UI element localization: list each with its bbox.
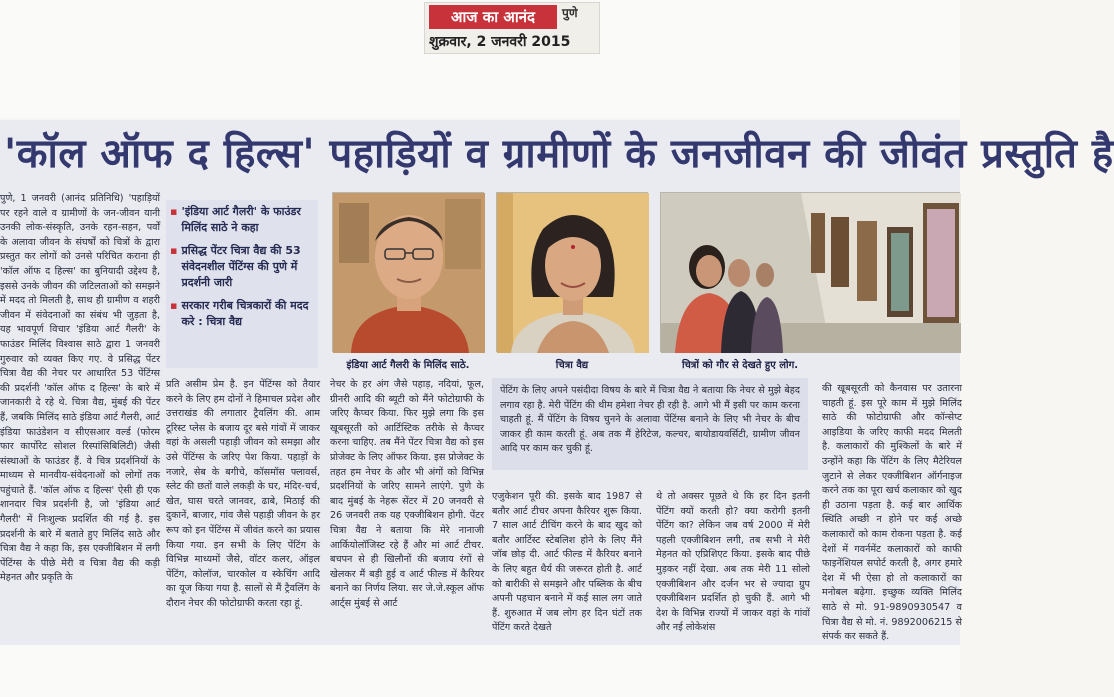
photo-caption: इंडिया आर्ट गैलरी के मिलिंद साठे. bbox=[346, 360, 470, 371]
article-column-4: एजुकेशन पूरी की. इसके बाद 1987 से बतौर आर्ट टीचर अपना कैरियर शुरू किया. 7 साल आर्ट टीचिंग करने के बाद खुद को बतौर आर्टिस्ट स्टेबलिश होने के लिए मैंने जॉब छोड़ दी. आर्ट फील्ड में कैरियर बनाने के लिए बहुत धैर्य की जरूरत होती है. आर्ट को बारीकी से समझने और पब्लिक के बीच अपनी पहचान बनाने में कई साल लग जाते हैं. शुरुआत में जब लोग हर दिन घंटों तक पेंटिंग करते देखते bbox=[492, 491, 642, 634]
highlights-box bbox=[166, 200, 318, 368]
article-clipping bbox=[0, 120, 1114, 645]
bullet-icon: ▪ bbox=[170, 205, 178, 218]
article-column-2: प्रति असीम प्रेम है. इन पेंटिंग्स को तैयार करने के लिए हम दोनों ने हिमाचल प्रदेश और उत्तराखंड की लगातार ट्रैवलिंग की. आम टूरिस्ट प्लेस के बजाय दूर बसे गांवों में जाकर वहां के असली पहाड़ी जीवन को समझा और उसे पेंटिंग्स के जरिए पेश किया. पहाड़ों के नजारे, सेब के बगीचे, कॉसमॉस फ्लावर्स, स्लेट की छतों वाले लकड़ी के घर, मंदिर-चर्च, खेत, घास चरते जानवर, ढाबे, मिठाई की दुकानें, बाजार, गांव जैसे पहाड़ी जीवन के हर रूप को इन पेंटिंग्स में जीवंत करने का प्रयास किया गया. इन सभी के लिए पेंटिंग के विभिन्न माध्यमों जैसे, वॉटर कलर, ऑइल पेंटिंग, कोलॉज, चारकोल व स्केचिंग आदि का यूज किया गया है. सालों से मैं ट्रैवलिंग के दौरान नेचर की फोटोग्राफी करता रहा हूं. bbox=[166, 379, 320, 609]
newspaper-masthead bbox=[424, 2, 600, 54]
bullet-icon: ▪ bbox=[170, 244, 178, 257]
article-column-3: नेचर के हर अंग जैसे पहाड़, नदियां, फूल, ग्रीनरी आदि की ब्यूटी को मैंने फोटोग्राफी के जरिए कैप्चर किया. फिर मुझे लगा कि इस खूबसूरती को आर्टिस्टिक तरीके से कैप्चर करना चाहिए. तब मैंने पेंटर चित्रा वैद्य को इस प्रोजेक्ट के लिए ऑफर किया. इस प्रोजेक्ट के तहत हम नेचर के और भी अंगों को विभिन्न प्रदर्शनियों के जरिए सामने लाएंगे. पुणे के बाद मुंबई के नेहरू सेंटर में 20 जनवरी से 26 जनवरी तक यह एक्जीबिशन होगी. पेंटर चित्रा वैद्य ने बताया कि मेरे नानाजी आर्कियोलॉजिस्ट रहे हैं और मां आर्ट टीचर. बचपन से ही खिलौनों की बजाय रंगों से खेलकर मैं बड़ी हुई व आर्ट फील्ड में कैरियर बनाने का निर्णय लिया. सर जे.जे.स्कूल ऑफ आर्ट्स मुंबई से आर्ट bbox=[330, 379, 484, 609]
photo-caption: चित्रा वैद्य bbox=[555, 360, 589, 371]
bullet-icon: ▪ bbox=[170, 299, 178, 312]
highlight-item bbox=[170, 243, 314, 291]
masthead-title: आज का आनंद bbox=[429, 5, 557, 29]
masthead-city: पुणे bbox=[562, 6, 578, 20]
highlight-item bbox=[170, 204, 314, 236]
masthead-date: शुक्रवार, 2 जनवरी 2015 bbox=[429, 34, 571, 50]
highlight-text: प्रसिद्ध पेंटर चित्रा वैद्य की 53 संवेदनशील पेंटिंग्स की पुणे में प्रदर्शनी जारी bbox=[181, 244, 301, 289]
photo-chitra-vaidya bbox=[496, 192, 648, 352]
article-column-6: की खूबसूरती को कैनवास पर उतारना चाहती हूं. इस पूरे काम में मुझे मिलिंद साठे की फोटोग्राफी और कॉन्सेप्ट आइडिया के जरिए काफी मदद मिलती है. कलाकारों की मुश्किलों के बारे में उन्होंने कहा कि पेंटिंग के लिए मैटेरियल जुटाने से लेकर एक्जीबिशन ऑर्गनाइज करने तक का पूरा खर्च कलाकार को खुद ही उठाना पड़ता है. कई बार आर्थिक स्थिति अच्छी न होने पर कई अच्छे कलाकारों को काम रोकना पड़ता है. कई देशों में गवर्नमेंट कलाकारों को काफी फाइनेंशियल सपोर्ट करती है, अगर हमारे देश में भी ऐसा हो तो कलाकारों का मनोबल बढ़ेगा. इच्छुक व्यक्ति मिलिंद साठे से मो. 91-9890930547 व चित्रा वैद्य से मो. नं. 9892006215 से संपर्क कर सकते हैं. bbox=[822, 383, 962, 643]
photo-caption: चित्रों को गौर से देखते हुए लोग. bbox=[681, 360, 799, 371]
photo-milind-sathe bbox=[332, 192, 484, 352]
highlight-item bbox=[170, 298, 314, 330]
boxed-quote: पेंटिंग के लिए अपने पसंदीदा विषय के बारे में चित्रा वैद्य ने बताया कि नेचर से मुझे बेहद लगाव रहा है. मेरी पेंटिंग की थीम हमेशा नेचर ही रही है. आगे भी मैं इसी पर काम करना चाहती हूं. मैं पेंटिंग के विषय चुनने के अलावा पेंटिंग्स बनाने के लिए भी नेचर के बीच जाकर ही काम करती हूं. अब तक मैं हेरिटेज, कल्चर, बायोडायवर्सिटी, ग्रामीण जीवन आदि पर काम कर चुकी हूं. bbox=[492, 378, 808, 470]
article-column-1: पुणे, 1 जनवरी (आनंद प्रतिनिधि) 'पहाड़ियों पर रहने वाले व ग्रामीणों के जन-जीवन यानी उनकी लोक-संस्कृति, उनके रहन-सहन, पर्वों के अलावा जीवन के संघर्षों को चित्रों के द्वारा प्रस्तुत कर लोगों को उनसे परिचित कराना ही 'कॉल ऑफ द हिल्स' का बुनियादी उद्देश्य है, इससे उनके जीवन की जटिलताओं को समझने में मदद तो मिलती है, साथ ही ग्रामीण व शहरी जीवन में संवेदनाओं का संबंध भी जुड़ता है, यह भावपूर्ण विचार 'इंडिया आर्ट गैलरी' के फाउंडर मिलिंद विश्वास साठे द्वारा 1 जनवरी गुरुवार को व्यक्त किए गए. वे प्रसिद्ध पेंटर चित्रा वैद्य की नेचर पर आधारित 53 पेंटिंग्स की प्रदर्शनी 'कॉल ऑफ द हिल्स' के बारे में जानकारी दे रहे थे. चित्रा वैद्य, मुंबई की पेंटर हैं, जबकि मिलिंद साठे इंडिया आर्ट गैलरी, आर्ट इंडिया फाउंडेशन व सीएसआर वर्ल्ड (फोरम फार कार्पोरेट सोशल रिस्पांसिबिलिटी) जैसी संस्थाओं के फाउंडर हैं. वे चित्र प्रदर्शनियों के माध्यम से मानवीय-संवेदनाओं को लोगों तक पहुंचाते हैं. 'कॉल ऑफ द हिल्स' ऐसी ही एक शानदार चित्र प्रदर्शनी है, जो 'इंडिया आर्ट गैलरी' में निःशुल्क प्रदर्शित की गई है. इस प्रदर्शनी के बारे में बताते हुए मिलिंद साठे और चित्रा वैद्य ने कहा कि, इस एक्जीबिशन में लगी पेंटिंग्स के पीछे मेरी व चित्रा वैद्य की कड़ी मेहनत और प्रकृति के bbox=[0, 193, 160, 584]
highlight-text: 'इंडिया आर्ट गैलरी' के फाउंडर मिलिंद साठे ने कहा bbox=[181, 205, 301, 234]
article-column-5: थे तो अक्सर पूछते थे कि हर दिन इतनी पेंटिंग क्यों करती हो? क्या करोगी इतनी पेंटिंग का? लेकिन जब वर्ष 2000 में मेरी पहली एक्जीबिशन लगी, तब सभी ने मेरी मेहनत को एप्रिशिएट किया. इसके बाद पीछे मुड़कर नहीं देखा. अब तक मेरी 11 सोलो एक्जीबिशन और दर्जन भर से ज्यादा ग्रुप एक्जीबिशन प्रदर्शित हो चुकी हैं. आगे भी देश के विभिन्न राज्यों में जाकर वहां के गांवों और नई लोकेशंस bbox=[656, 491, 810, 634]
page-bottom-margin bbox=[0, 645, 960, 697]
article-headline: 'कॉल ऑफ द हिल्स' पहाड़ियों व ग्रामीणों के जनजीवन की जीवंत प्रस्तुति है bbox=[4, 130, 1114, 177]
photo-gallery-visitors bbox=[660, 192, 960, 352]
highlight-text: सरकार गरीब चित्रकारों की मदद करे : चित्रा वैद्य bbox=[181, 299, 309, 328]
